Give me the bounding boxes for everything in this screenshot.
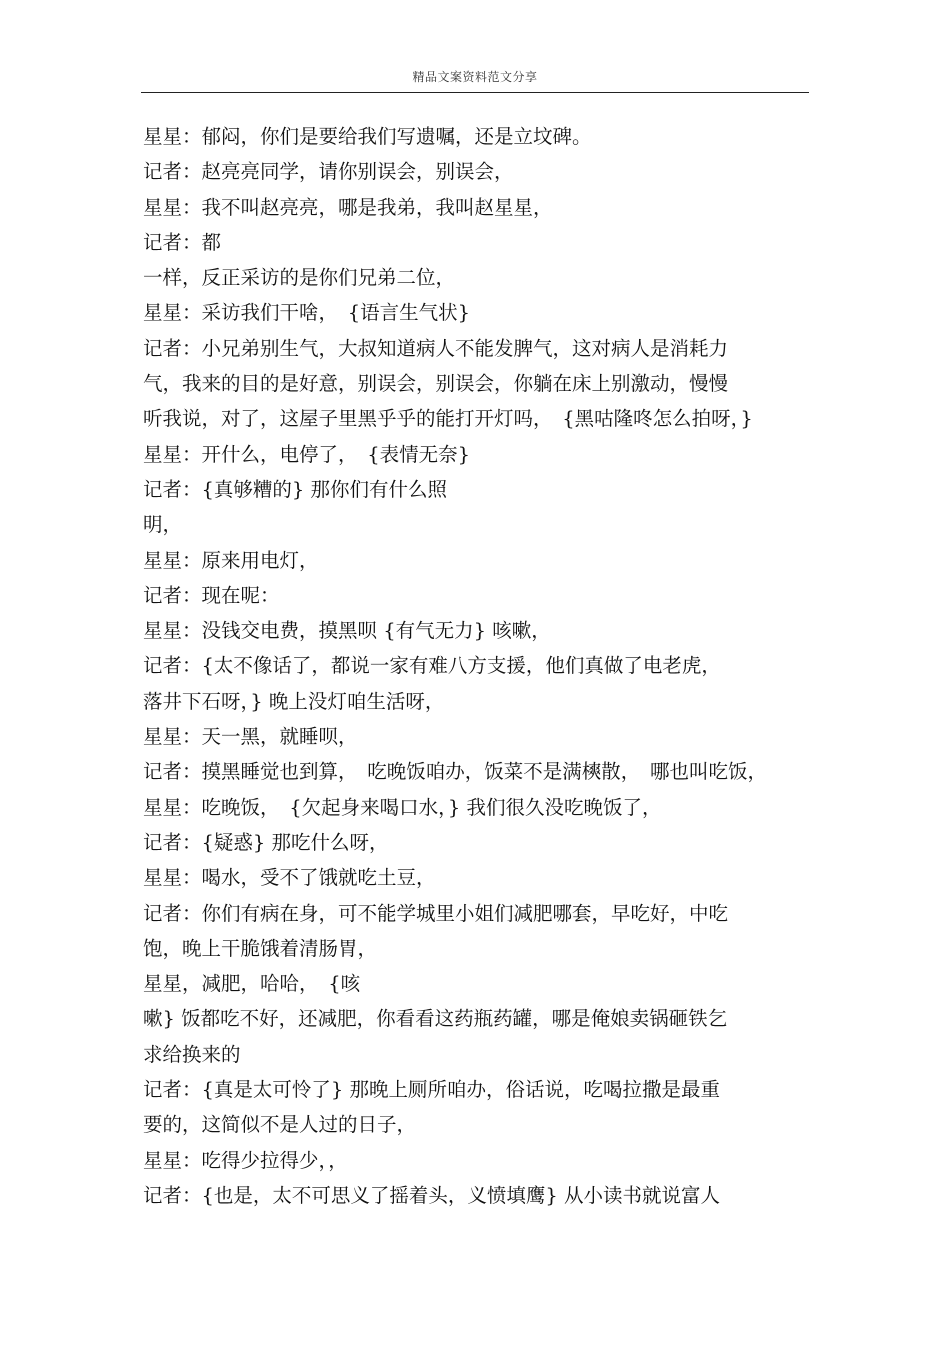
dialogue-line: 记者：赵亮亮同学，请你别误会，别误会， [143, 160, 514, 184]
dialogue-line: 一样，反正采访的是你们兄弟二位， [143, 266, 456, 290]
dialogue-line: 记者：{也是，太不可思义了摇着头，义愤填鹰} 从小读书就说富人 [143, 1183, 721, 1207]
dialogue-line: 星星：郁闷，你们是要给我们写遗嘱，还是立坟碑。 [143, 125, 592, 148]
dialogue-line: 落井下石呀，} 晚上没灯咱生活呀， [143, 689, 445, 713]
page-header [141, 62, 809, 93]
dialogue-line: 星星：吃得少拉得少，， [143, 1148, 348, 1172]
dialogue-line: 要的，这简似不是人过的日子， [143, 1113, 417, 1137]
dialogue-line: 气，我来的目的是好意，别误会，别误会，你躺在床上别激动，慢慢 [143, 372, 729, 396]
dialogue-line: 星星：开什么，电停了， {表情无奈} [143, 442, 471, 466]
dialogue-line: 记者：{真够糟的} 那你们有什么照 [143, 477, 448, 501]
dialogue-line: 星星：采访我们干啥， {语言生气状} [143, 301, 471, 325]
dialogue-line: 星星：喝水，受不了饿就吃土豆， [143, 866, 436, 890]
header-title: 精品文案资料范文分享 [412, 70, 538, 84]
document-body [143, 119, 813, 1213]
dialogue-line: 饱，晚上干脆饿着清肠胃， [143, 936, 378, 960]
dialogue-line: 记者：{太不像话了，都说一家有难八方支援，他们真做了电老虎， [143, 654, 721, 678]
dialogue-line: 记者：小兄弟别生气，大叔知道病人不能发脾气，这对病人是消耗力 [143, 336, 729, 360]
dialogue-line: 星星：我不叫赵亮亮，哪是我弟，我叫赵星星， [143, 195, 553, 219]
dialogue-line: 记者：都 [143, 230, 222, 254]
dialogue-line: 嗽} 饭都吃不好，还减肥，你看看这药瓶药罐，哪是俺娘卖锅砸铁乞 [143, 1007, 728, 1031]
dialogue-line: 记者：摸黑睡觉也到算， 吃晚饭咱办，饭菜不是满樉散， 哪也叫吃饭， [143, 760, 768, 784]
dialogue-line: 求给换来的 [143, 1042, 241, 1066]
dialogue-line: 记者：现在呢： [143, 583, 280, 607]
dialogue-line: 记者：{真是太可怜了} 那晚上厕所咱办，俗话说，吃喝拉撒是最重 [143, 1078, 721, 1102]
dialogue-line: 星星：吃晚饭， {欠起身来喝口水，} 我们很久没吃晚饭了， [143, 795, 662, 819]
dialogue-line: 星星：没钱交电费，摸黑呗 {有气无力} 咳嗽， [143, 619, 551, 643]
dialogue-line: 明， [143, 513, 183, 537]
dialogue-line: 星星，减肥，哈哈， {咳 [143, 972, 361, 996]
dialogue-line: 星星：天一黑，就睡呗， [143, 725, 358, 749]
dialogue-line: 星星：原来用电灯， [143, 548, 319, 572]
dialogue-line: 记者：{疑惑} 那吃什么呀， [143, 830, 389, 854]
dialogue-line: 记者：你们有病在身，可不能学城里小姐们减肥哪套，早吃好，中吃 [143, 901, 729, 925]
dialogue-line: 听我说，对了，这屋子里黑乎乎的能打开灯吗， {黑咕隆咚怎么拍呀，} [143, 407, 753, 431]
